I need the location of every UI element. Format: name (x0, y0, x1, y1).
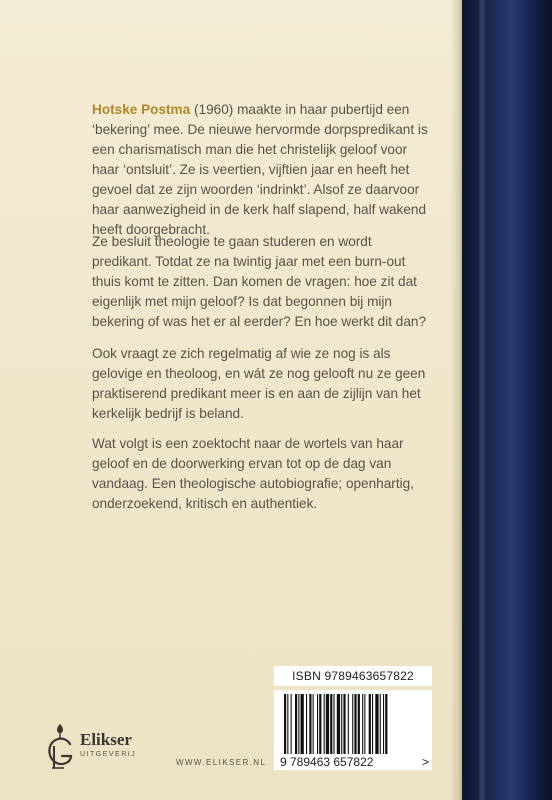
barcode-bar (337, 694, 340, 754)
barcode-bar (380, 694, 381, 754)
barcode-bar (287, 694, 288, 754)
barcode-bar (326, 694, 329, 754)
barcode-bar (348, 694, 349, 754)
barcode-bar (319, 694, 321, 754)
blurb-paragraph-1 (92, 100, 428, 240)
book-board-navy (462, 0, 552, 800)
barcode-bar (309, 694, 311, 754)
blurb-paragraph-2: Ze besluit theologie te gaan studeren en wordt predikant. Totdat ze na twintig jaar met een burn-out thuis komt te zitten. Dan komen de vragen: hoe zit dat eigenlijk met mijn geloof? Is dat begonnen bij mijn bekering of was het er al eerder? En hoe werkt dit dan? (92, 234, 427, 329)
publisher-name: Elikser (80, 730, 132, 749)
barcode-bar (301, 694, 304, 754)
barcode-bar (352, 694, 353, 754)
barcode-bar (284, 694, 286, 754)
blurb-paragraph-4: Wat volgt is een zoektocht naar de wortels van haar geloof en de doorwerking ervan tot op de dag van vandaag. Een theologische autobiografie; openhartig, onderzoekend, kritisch en authentiek. (92, 436, 414, 511)
barcode-bar (369, 694, 371, 754)
barcode-bar (364, 694, 365, 754)
barcode-bar (324, 694, 325, 754)
author-name: Hotske Postma (92, 102, 191, 117)
barcode-bar (291, 694, 292, 754)
barcode-bar (317, 694, 318, 754)
barcode-bar (354, 694, 356, 754)
barcode-bars (274, 690, 432, 770)
barcode-bar (298, 694, 299, 754)
barcode-bar (385, 694, 387, 754)
barcode (274, 690, 432, 770)
barcode-bar (295, 694, 297, 754)
publisher-subtitle: UITGEVERIJ (80, 751, 137, 758)
blurb-paragraph-3: Ook vraagt ze zich regelmatig af wie ze nog is als gelovige en theoloog, en wát ze nog gelooft nu ze geen praktiserend predikant meer is en aan de zijlijn van het kerkelijk bedrijf is beland. (92, 346, 426, 421)
isbn-label: ISBN 9789463657822 (274, 666, 432, 686)
barcode-bar (375, 694, 378, 754)
barcode-arrow: > (422, 755, 430, 769)
barcode-bar (334, 694, 335, 754)
barcode-bar (362, 694, 363, 754)
barcode-bar (341, 694, 342, 754)
barcode-bar (306, 694, 307, 754)
barcode-bar (313, 694, 314, 754)
barcode-bar (372, 694, 373, 754)
barcode-bar (343, 694, 345, 754)
publisher-monogram-icon (40, 722, 80, 774)
barcode-bar (383, 694, 384, 754)
board-highlight (478, 0, 486, 800)
blurb-paragraph-1-text: (1960) maakte in haar pubertijd een ‘bekering’ mee. De nieuwe hervormde dorpspredikant is een charismatisch man die het christelijk geloof voor haar ‘ontsluit’. Ze is veertien, vijftien jaar en heeft het gevoel dat ze zijn woorden ‘indrinkt’. Alsof ze daarvoor haar aanwezigheid in de kerk half slapend, half wakend heeft doorgebracht. (92, 102, 428, 237)
barcode-bar (358, 694, 360, 754)
barcode-bar (330, 694, 332, 754)
barcode-digits: 9 789463 657822 (280, 755, 374, 769)
publisher-website: WWW.ELIKSER.NL (176, 758, 267, 767)
